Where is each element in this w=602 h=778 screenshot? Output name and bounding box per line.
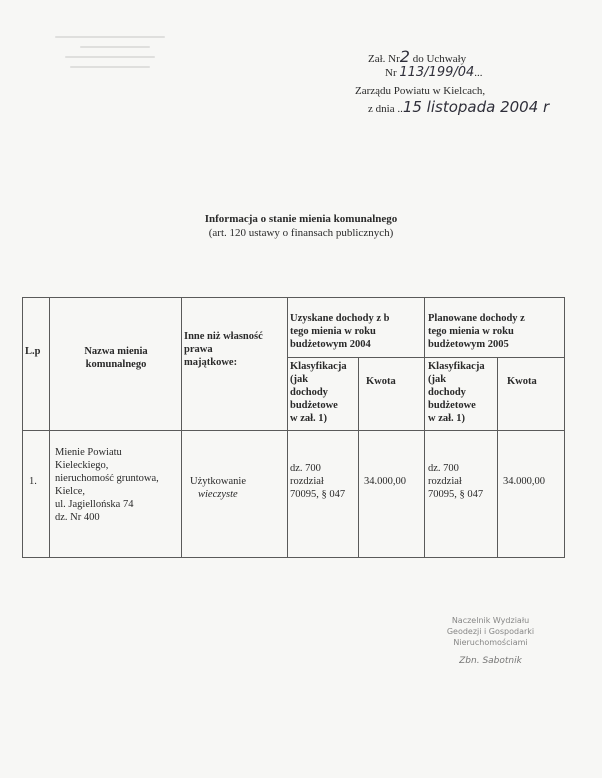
signature: Zbn. Sabotnik: [459, 656, 522, 666]
header-rights: Inne niż własność prawa majątkowe:: [184, 331, 263, 368]
official-stamp: Naczelnik Wydziału Geodezji i Gospodarki Nieruchomościami Zbn. Sabotnik: [418, 615, 563, 667]
document-subtitle: (art. 120 ustawy o finansach publicznych): [208, 227, 394, 239]
row-lp: 1.: [29, 476, 37, 487]
subheader-amount-2004: Kwota: [366, 376, 396, 387]
header-line-2: Nr 113/199/04...: [385, 65, 483, 80]
header-obtained-2004: Uzyskane dochody z b tego mienia w roku budżetowym 2004: [290, 313, 390, 350]
row-amount-2004: 34.000,00: [364, 476, 406, 487]
row-classification-2005: dz. 700 rozdział 70095, § 047: [428, 463, 484, 500]
header-line-4: z dnia ..15 listopada 2004 r: [368, 98, 550, 116]
row-classification-2004: dz. 700 rozdział 70095, § 047: [290, 463, 346, 500]
row-property-name: Mienie Powiatu Kieleckiego, nieruchomość gruntowa, Kielce, ul. Jagiellońska 74 dz. Nr 400: [55, 447, 159, 523]
header-line-3: Zarządu Powiatu w Kielcach,: [355, 85, 486, 97]
subheader-classification-2005: Klasyfikacja (jak dochody budżetowe w zał. 1): [428, 361, 485, 424]
document-title: Informacja o stanie mienia komunalnego: [204, 213, 398, 225]
row-amount-2005: 34.000,00: [503, 476, 545, 487]
header-planned-2005: Planowane dochody z tego mienia w roku budżetowym 2005: [428, 313, 525, 350]
subheader-classification-2004: Klasyfikacja (jak dochody budżetowe w zał. 1): [290, 361, 347, 424]
header-name: Nazwa mienia komunalnego: [84, 346, 148, 370]
header-line-1: Zał. Nr2 do Uchwały: [368, 47, 467, 66]
faded-stamp: [55, 28, 190, 78]
row-rights: Użytkowanie wieczyste: [190, 476, 246, 500]
subheader-amount-2005: Kwota: [507, 376, 537, 387]
header-lp: L.p: [25, 346, 41, 357]
